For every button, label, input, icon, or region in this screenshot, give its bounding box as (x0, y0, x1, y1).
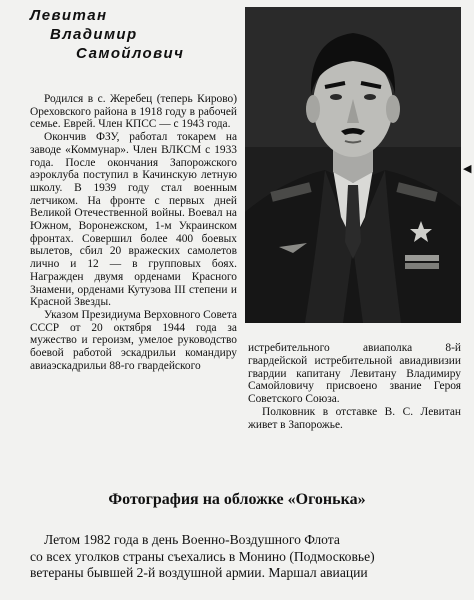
hero-name (30, 6, 230, 63)
bio-paragraph-career: Окончив ФЗУ, работал токарем на заводе «Коммунар». Член ВЛКСМ с 1933 года. После окончания Запорожского аэроклуба поступил в Качинскую летную школу. В 1939 году стал военным летчиком. На фронте с первых дней Великой Отечественной войны. Воевал на Южном, Воронежском, 1-м Украинском фронтах. Совершил более 400 боевых вылетов, сбил 20 вражеских самолетов лично и 12 — в групповых боях. Награжден двумя орденами Красного Знамени, орденами Кутузова III степени и Красной Звезды. (30, 131, 237, 309)
biography-right-column (248, 342, 461, 432)
section-body (30, 532, 466, 582)
hero-surname: Левитан (30, 7, 108, 24)
section-title: Фотография на обложке «Огонька» (108, 491, 366, 508)
portrait-photo (245, 7, 461, 323)
section-line: со всех уголков страны съехались в Монино (Подмосковье) (30, 548, 375, 564)
bio-paragraph-residence: Полковник в отставке В. С. Левитан живет в Запорожье. (248, 405, 461, 431)
portrait-illustration (245, 7, 461, 323)
section-line: ветераны бывшей 2-й воздушной армии. Маршал авиации (30, 565, 368, 580)
section-line: Летом 1982 года в день Военно-Воздушного Флота (44, 532, 340, 547)
hero-patronymic: Самойлович (76, 45, 185, 62)
bio-paragraph-birth: Родился в с. Жеребец (теперь Кирово) Ореховского района в 1918 году в рабочей семье. Еврей. Член КПСС — с 1943 года. (30, 93, 237, 131)
hero-first-name: Владимир (50, 26, 138, 43)
biography-left-column (30, 93, 237, 372)
page-edge-marker: ◀ (463, 162, 472, 175)
bio-paragraph-decree: Указом Президиума Верховного Совета СССР от 20 октября 1944 года за мужество и героизм, умелое руководство боевой работой эскадрильи командиру авиаэскадрильи 88-го гвардейского (30, 308, 237, 372)
bio-paragraph-award: истребительного авиаполка 8-й гвардейской истребительной авиадивизии гвардии капитану Левитану Владимиру Самойловичу присвоено звание Героя Советского Союза. (248, 342, 461, 406)
